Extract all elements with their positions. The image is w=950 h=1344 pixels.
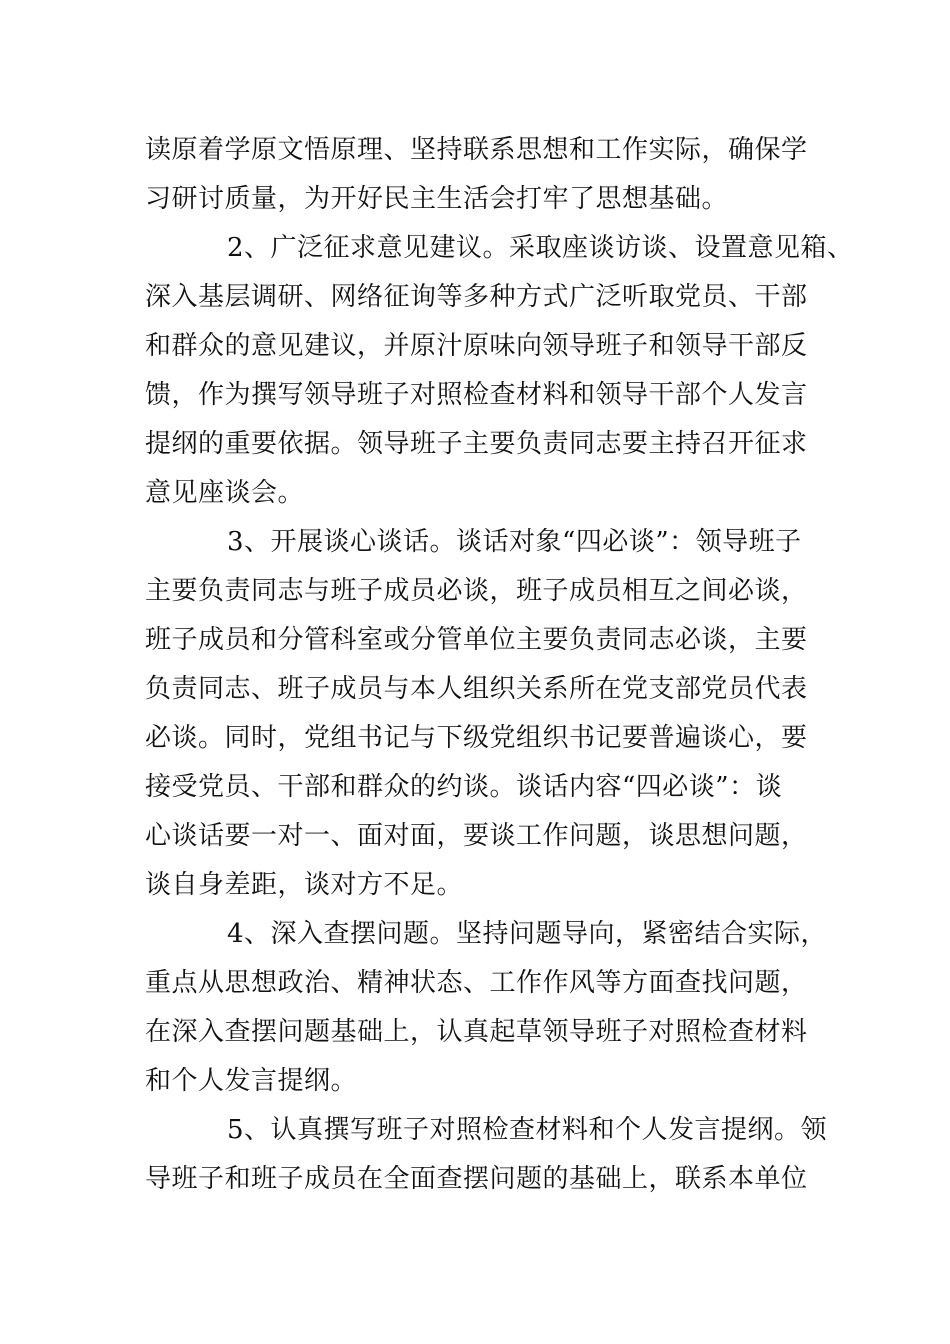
text-line: 和个人发言提纲。 xyxy=(145,1066,358,1096)
text-line: 提纲的重要依据。领导班子主要负责同志要主持召开征求 xyxy=(145,429,808,459)
text-line: 接受党员、干部和群众的约谈。谈话内容“四必谈”：谈 xyxy=(145,772,783,802)
text-line: 3、开展谈心谈话。谈话对象“四必谈”：领导班子 xyxy=(227,527,802,557)
paragraph-5 xyxy=(145,1106,835,1204)
text-line: 必谈。同时，党组书记与下级党组织书记要普遍谈心，要 xyxy=(145,723,808,753)
text-line: 5、认真撰写班子对照检查材料和个人发言提纲。领 xyxy=(227,1115,828,1145)
text-line: 导班子和班子成员在全面查摆问题的基础上，联系本单位 xyxy=(145,1164,808,1194)
paragraph-1 xyxy=(145,126,835,224)
text-line: 重点从思想政治、精神状态、工作作风等方面查找问题， xyxy=(145,968,808,998)
paragraph-2 xyxy=(145,224,854,518)
text-line: 心谈话要一对一、面对面，要谈工作问题，谈思想问题， xyxy=(145,821,808,851)
text-line: 主要负责同志与班子成员必谈，班子成员相互之间必谈， xyxy=(145,576,808,606)
text-line: 意见座谈会。 xyxy=(145,478,305,508)
text-line: 4、深入查摆问题。坚持问题导向，紧密结合实际， xyxy=(227,919,828,949)
document-body xyxy=(145,126,854,1204)
text-line: 馈，作为撰写领导班子对照检查材料和领导干部个人发言 xyxy=(145,380,808,410)
text-line: 谈自身差距，谈对方不足。 xyxy=(145,870,464,900)
text-line: 和群众的意见建议，并原汁原味向领导班子和领导干部反 xyxy=(145,331,808,361)
text-line: 深入基层调研、网络征询等多种方式广泛听取党员、干部 xyxy=(145,282,808,312)
text-line: 负责同志、班子成员与本人组织关系所在党支部党员代表 xyxy=(145,674,808,704)
text-line: 读原着学原文悟原理、坚持联系思想和工作实际，确保学 xyxy=(145,135,808,165)
paragraph-4 xyxy=(145,910,835,1106)
paragraph-3 xyxy=(145,518,835,910)
text-line: 习研讨质量，为开好民主生活会打牢了思想基础。 xyxy=(145,184,729,214)
text-line: 在深入查摆问题基础上，认真起草领导班子对照检查材料 xyxy=(145,1017,808,1047)
text-line: 2、广泛征求意见建议。采取座谈访谈、设置意见箱、 xyxy=(227,233,854,263)
text-line: 班子成员和分管科室或分管单位主要负责同志必谈，主要 xyxy=(145,625,808,655)
